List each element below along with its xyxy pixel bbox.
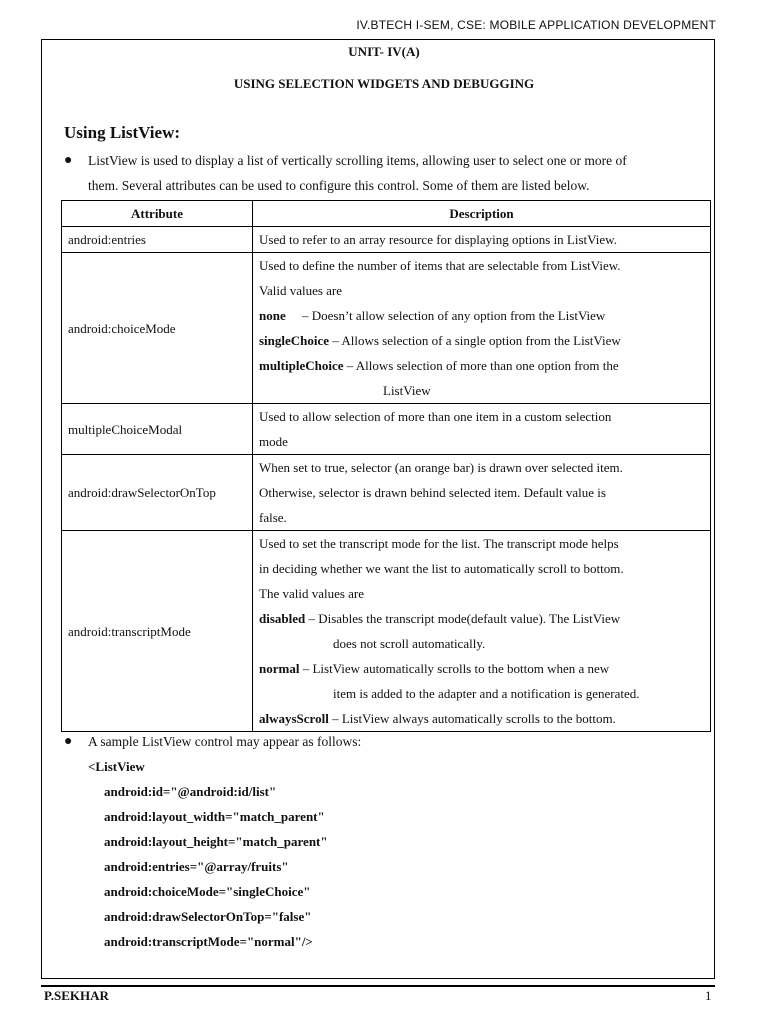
code-line: android:layout_height="match_parent": [104, 834, 328, 849]
attr-cell: android:entries: [62, 227, 253, 253]
attr-cell: android:choiceMode: [62, 253, 253, 404]
code-line: android:transcriptMode="normal"/>: [104, 934, 313, 949]
bullet-icon: ●: [64, 153, 73, 168]
attr-cell: multipleChoiceModal: [62, 404, 253, 455]
col-header-description: Description: [253, 201, 711, 227]
desc-cell: When set to true, selector (an orange bar) is drawn over selected item. Otherwise, selector is drawn behind selected item. Default value is false.: [253, 455, 711, 531]
footer-author: P.SEKHAR: [44, 988, 109, 1003]
code-line: android:layout_width="match_parent": [104, 809, 325, 824]
code-line: android:id="@android:id/list": [104, 784, 277, 799]
chapter-title: USING SELECTION WIDGETS AND DEBUGGING: [233, 76, 535, 91]
code-line: android:entries="@array/fruits": [104, 859, 289, 874]
attr-cell: android:transcriptMode: [62, 531, 253, 732]
desc-cell: Used to allow selection of more than one item in a custom selection mode: [253, 404, 711, 455]
bullet-icon: ●: [64, 734, 73, 749]
table-row: [62, 455, 711, 531]
table-row: [62, 253, 711, 404]
table-row: [62, 531, 711, 732]
desc-cell: Used to define the number of items that are selectable from ListView. Valid values are none – Doesn’t allow selection of any option from the ListView singleChoice – Allows selection of a single option from the ListView multipleChoice – Allows selection of more than one option from the ListView: [253, 253, 711, 404]
table-header-row: [62, 201, 711, 227]
bullet-paragraph: ● ListView is used to display a list of vertically scrolling items, allowing user to select one or more of them. Several attributes can be used to configure this control. Some of them are listed below.: [88, 148, 627, 198]
table-row: [62, 227, 711, 253]
attributes-table: [61, 200, 711, 732]
section-title: Using ListView:: [64, 123, 181, 142]
bullet-paragraph: ● A sample ListView control may appear as follows:: [88, 729, 361, 754]
unit-heading: UNIT- IV(A): [348, 44, 420, 59]
page-number: 1: [705, 988, 712, 1003]
code-line: android:choiceMode="singleChoice": [104, 884, 311, 899]
attr-cell: android:drawSelectorOnTop: [62, 455, 253, 531]
table-row: [62, 404, 711, 455]
footer-rule: [41, 985, 715, 987]
desc-cell: Used to refer to an array resource for displaying options in ListView.: [253, 227, 711, 253]
desc-cell: Used to set the transcript mode for the list. The transcript mode helps in deciding whether we want the list to automatically scroll to bottom. The valid values are disabled – Disables the transcript mode(default value). The ListView does not scroll automatically. normal – ListView automatically scrolls to the bottom when a new item is added to the adapter and a notification is generated. alwaysScroll – ListView always automatically scrolls to the bottom.: [253, 531, 711, 732]
col-header-attribute: Attribute: [62, 201, 253, 227]
running-header: IV.BTECH I-SEM, CSE: MOBILE APPLICATION DEVELOPMENT: [356, 18, 716, 32]
code-line: android:drawSelectorOnTop="false": [104, 909, 312, 924]
code-line: <ListView: [88, 759, 145, 774]
